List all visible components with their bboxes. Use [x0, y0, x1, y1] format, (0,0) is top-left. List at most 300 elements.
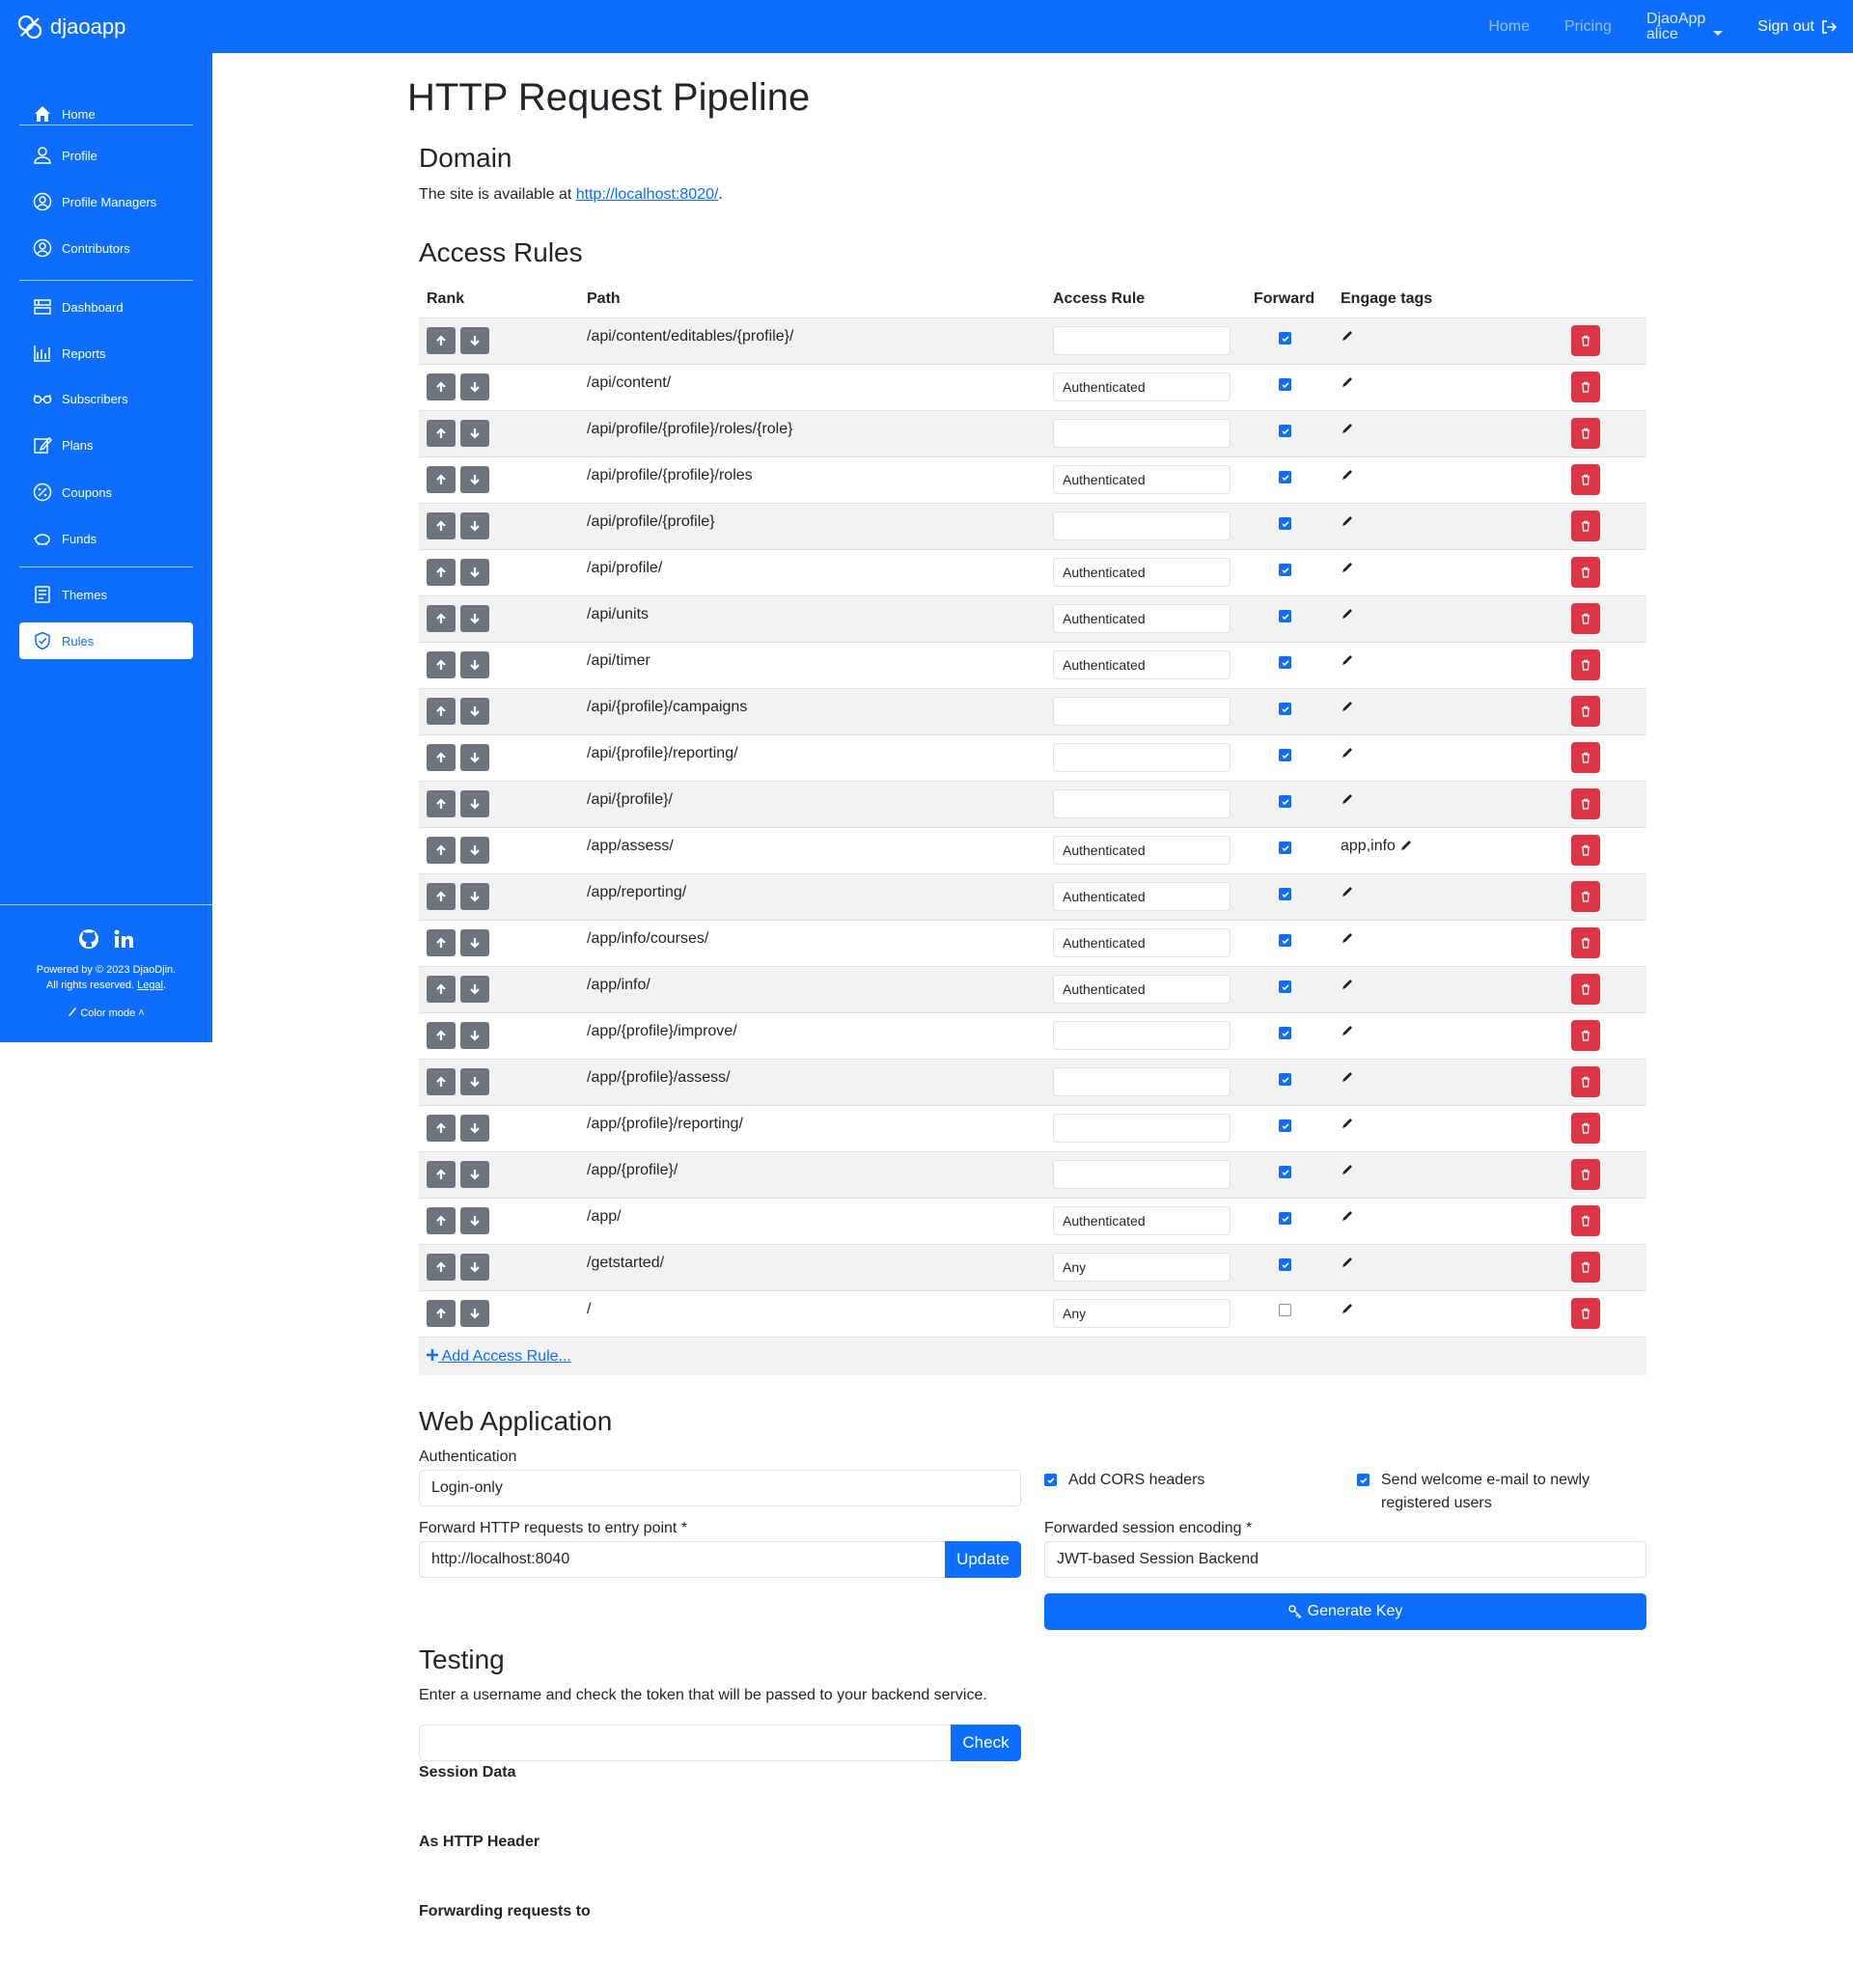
arrow-up-icon: [434, 519, 448, 533]
column-header-engage-tags: Engage tags: [1333, 281, 1550, 318]
rank-cell: [419, 1105, 579, 1151]
access-rule-cell: [1045, 595, 1246, 642]
sidebar-item-label: Subscribers: [62, 391, 128, 406]
pencil-icon[interactable]: [1341, 1256, 1354, 1269]
rank-cell: [419, 734, 579, 781]
forward-cell: [1246, 966, 1333, 1012]
cors-headers-label: Add CORS headers: [1068, 1472, 1205, 1488]
update-button[interactable]: Update: [945, 1541, 1021, 1578]
arrow-up-icon: [434, 1075, 448, 1089]
arrow-up-icon: [434, 334, 448, 347]
pencil-icon[interactable]: [1341, 1209, 1354, 1223]
arrow-down-icon: [468, 936, 482, 950]
arrow-up-icon: [434, 751, 448, 764]
access-rule-select[interactable]: Authenticated: [1053, 373, 1231, 401]
forward-checkbox[interactable]: [1279, 1304, 1291, 1316]
engage-tags-cell: [1333, 364, 1550, 410]
pencil-icon[interactable]: [1341, 422, 1354, 435]
move-down-button[interactable]: [460, 790, 489, 817]
pencil-icon[interactable]: [1341, 792, 1354, 806]
glasses-icon: [33, 389, 52, 408]
forward-checkbox[interactable]: [1279, 1119, 1291, 1132]
arrow-down-icon: [468, 1168, 482, 1181]
access-rule-select[interactable]: [1053, 326, 1231, 355]
color-mode-toggle[interactable]: [0, 1007, 212, 1019]
person-icon: [33, 146, 52, 165]
pencil-icon[interactable]: [1341, 885, 1354, 898]
trash-icon: [1580, 659, 1591, 671]
engage-tags-cell: [1333, 642, 1550, 688]
forward-checkbox[interactable]: [1279, 1073, 1291, 1086]
actions-cell: [1550, 1012, 1646, 1059]
entry-point-input[interactable]: http://localhost:8040: [419, 1541, 946, 1578]
authentication-select[interactable]: Login-only: [419, 1470, 1021, 1506]
pencil-icon[interactable]: [1341, 1024, 1354, 1037]
access-rule-select[interactable]: Authenticated: [1053, 604, 1231, 633]
engage-tags-cell: [1333, 318, 1550, 364]
access-rule-select[interactable]: [1053, 1067, 1231, 1096]
path-cell: /app/info/courses/: [579, 920, 1045, 966]
column-header-access-rule: Access Rule: [1045, 281, 1246, 318]
key-icon: [1288, 1605, 1302, 1618]
access-rule-select[interactable]: [1053, 1114, 1231, 1143]
sidebar-item-profile-managers[interactable]: [19, 183, 193, 220]
path-cell: /api/{profile}/campaigns: [579, 688, 1045, 734]
sidebar-item-subscribers[interactable]: [19, 380, 193, 417]
access-rule-select[interactable]: [1053, 1021, 1231, 1050]
move-down-button[interactable]: [460, 512, 489, 539]
arrow-up-icon: [434, 658, 448, 672]
access-rule-select[interactable]: Any: [1053, 1299, 1231, 1328]
move-up-button[interactable]: [427, 1022, 456, 1049]
forward-checkbox[interactable]: [1279, 749, 1291, 761]
test-username-input[interactable]: [419, 1725, 952, 1761]
delete-rule-button[interactable]: [1571, 1113, 1600, 1144]
move-down-button[interactable]: [460, 1068, 489, 1095]
forward-checkbox[interactable]: [1279, 888, 1291, 900]
sidebar-item-contributors[interactable]: [19, 230, 193, 266]
delete-rule-button[interactable]: [1571, 325, 1600, 356]
delete-rule-button[interactable]: [1571, 1020, 1600, 1051]
nav-home-link[interactable]: Home: [1488, 17, 1530, 35]
delete-rule-button[interactable]: [1571, 835, 1600, 866]
delete-rule-button[interactable]: [1571, 464, 1600, 495]
access-rule-select[interactable]: Authenticated: [1053, 928, 1231, 957]
move-down-button[interactable]: [460, 559, 489, 586]
path-cell: /app/{profile}/improve/: [579, 1012, 1045, 1059]
engage-tags-cell: [1333, 920, 1550, 966]
engage-tags-cell: [1333, 1244, 1550, 1290]
rank-cell: [419, 1244, 579, 1290]
sidebar-item-plans[interactable]: [19, 427, 193, 463]
sidebar-item-funds[interactable]: [19, 520, 193, 557]
move-up-button[interactable]: [427, 1068, 456, 1095]
domain-link[interactable]: http://localhost:8020/: [575, 186, 719, 203]
sidebar-item-rules[interactable]: [19, 622, 193, 659]
access-rule-select[interactable]: Authenticated: [1053, 1206, 1231, 1235]
delete-rule-button[interactable]: [1571, 418, 1600, 449]
forward-checkbox[interactable]: [1279, 1027, 1291, 1039]
cors-headers-checkbox[interactable]: [1044, 1474, 1057, 1486]
move-down-button[interactable]: [460, 420, 489, 447]
move-up-button[interactable]: [427, 559, 456, 586]
move-up-button[interactable]: [427, 744, 456, 771]
pencil-icon[interactable]: [1341, 1117, 1354, 1130]
path-cell: /api/{profile}/: [579, 781, 1045, 827]
welcome-email-checkbox[interactable]: [1357, 1474, 1369, 1486]
path-cell: /api/{profile}/reporting/: [579, 734, 1045, 781]
domain-text-suffix: .: [718, 186, 723, 203]
move-down-button[interactable]: [460, 929, 489, 956]
sidebar-item-label: Reports: [62, 345, 106, 361]
nav-pricing-link[interactable]: Pricing: [1564, 17, 1612, 35]
generate-key-button[interactable]: [1044, 1593, 1646, 1630]
pencil-icon[interactable]: [1341, 1163, 1354, 1176]
signout-link[interactable]: [1757, 18, 1838, 36]
rank-cell: [419, 549, 579, 595]
arrow-down-icon: [468, 612, 482, 625]
forward-checkbox[interactable]: [1279, 703, 1291, 715]
arrow-down-icon: [468, 427, 482, 440]
sidebar-divider: [19, 566, 193, 567]
access-rule-select[interactable]: [1053, 743, 1231, 772]
delete-rule-button[interactable]: [1571, 1252, 1600, 1283]
delete-rule-button[interactable]: [1571, 1159, 1600, 1190]
engage-tags-cell: [1333, 1198, 1550, 1244]
column-header-rank: Rank: [419, 281, 579, 318]
move-up-button[interactable]: [427, 929, 456, 956]
pencil-icon[interactable]: [1341, 1070, 1354, 1084]
pencil-icon[interactable]: [1341, 746, 1354, 759]
access-rule-select[interactable]: [1053, 789, 1231, 818]
access-rule-select[interactable]: [1053, 697, 1231, 726]
pencil-icon[interactable]: [1341, 561, 1354, 574]
rank-cell: [419, 318, 579, 364]
forward-checkbox[interactable]: [1279, 842, 1291, 854]
access-rules-table: [419, 281, 1646, 1337]
move-up-button[interactable]: [427, 976, 456, 1003]
arrow-up-icon: [434, 843, 448, 857]
pencil-icon[interactable]: [1341, 978, 1354, 991]
trash-icon: [1580, 1076, 1591, 1088]
themes-icon: [33, 585, 52, 604]
sidebar-item-reports[interactable]: [19, 335, 193, 372]
rank-cell: [419, 503, 579, 549]
arrow-down-icon: [468, 519, 482, 533]
rank-cell: [419, 1290, 579, 1337]
sidebar-item-themes[interactable]: [19, 576, 193, 613]
move-down-button[interactable]: [460, 651, 489, 678]
arrow-down-icon: [468, 1260, 482, 1274]
table-row: [419, 734, 1646, 781]
access-rule-cell: [1045, 1290, 1246, 1337]
move-down-button[interactable]: [460, 1161, 489, 1188]
forward-cell: [1246, 1198, 1333, 1244]
engage-tags-cell: [1333, 1151, 1550, 1198]
actions-cell: [1550, 920, 1646, 966]
forward-checkbox[interactable]: [1279, 517, 1291, 530]
rank-cell: [419, 873, 579, 920]
rank-cell: [419, 920, 579, 966]
delete-rule-button[interactable]: [1571, 742, 1600, 773]
forward-checkbox[interactable]: [1279, 564, 1291, 576]
delete-rule-button[interactable]: [1571, 881, 1600, 912]
move-up-button[interactable]: [427, 651, 456, 678]
delete-rule-button[interactable]: [1571, 1298, 1600, 1329]
path-cell: /api/profile/: [579, 549, 1045, 595]
trash-icon: [1580, 381, 1591, 393]
actions-cell: [1550, 781, 1646, 827]
sidebar-item-label: Profile Managers: [62, 194, 157, 209]
pencil-icon[interactable]: [1341, 514, 1354, 528]
sidebar-item-dashboard[interactable]: [19, 289, 193, 325]
rank-cell: [419, 1012, 579, 1059]
delete-rule-button[interactable]: [1571, 511, 1600, 541]
path-cell: /api/content/: [579, 364, 1045, 410]
access-rule-select[interactable]: [1053, 1160, 1231, 1189]
access-rule-select[interactable]: [1053, 511, 1231, 540]
move-up-button[interactable]: [427, 883, 456, 910]
trash-icon: [1580, 1308, 1591, 1319]
delete-rule-button[interactable]: [1571, 696, 1600, 727]
arrow-up-icon: [434, 566, 448, 579]
welcome-email-option: [1357, 1469, 1646, 1515]
delete-rule-button[interactable]: [1571, 974, 1600, 1005]
move-down-button[interactable]: [460, 1300, 489, 1327]
forward-cell: [1246, 410, 1333, 456]
pencil-icon[interactable]: [1341, 329, 1354, 343]
forward-checkbox[interactable]: [1279, 1258, 1291, 1271]
forward-checkbox[interactable]: [1279, 795, 1291, 808]
delete-rule-button[interactable]: [1571, 372, 1600, 402]
dashboard-icon: [33, 297, 52, 317]
forward-checkbox[interactable]: [1279, 610, 1291, 622]
arrow-down-icon: [468, 843, 482, 857]
engage-tags-cell: [1333, 595, 1550, 642]
footer-copyright: [0, 962, 212, 993]
move-down-button[interactable]: [460, 837, 489, 864]
move-up-button[interactable]: [427, 698, 456, 725]
table-row: [419, 642, 1646, 688]
move-down-button[interactable]: [460, 744, 489, 771]
forward-checkbox[interactable]: [1279, 980, 1291, 993]
sidebar-item-profile[interactable]: [19, 137, 193, 174]
move-up-button[interactable]: [427, 327, 456, 354]
path-cell: /: [579, 1290, 1045, 1337]
user-menu[interactable]: [1646, 12, 1723, 42]
pencil-icon[interactable]: [1341, 931, 1354, 945]
engage-tags-cell: [1333, 688, 1550, 734]
rank-cell: [419, 781, 579, 827]
table-header-row: [419, 281, 1646, 318]
edit-icon: [33, 435, 52, 455]
access-rule-cell: [1045, 318, 1246, 364]
access-rule-select[interactable]: Any: [1053, 1253, 1231, 1282]
forward-cell: [1246, 1105, 1333, 1151]
trash-icon: [1580, 983, 1591, 995]
access-rule-select[interactable]: Authenticated: [1053, 558, 1231, 587]
sidebar: [0, 53, 212, 1042]
forward-checkbox[interactable]: [1279, 332, 1291, 345]
pencil-icon[interactable]: [1341, 653, 1354, 667]
arrow-up-icon: [434, 797, 448, 811]
forward-checkbox[interactable]: [1279, 1212, 1291, 1225]
trash-icon: [1580, 474, 1591, 485]
trash-icon: [1580, 566, 1591, 578]
access-rule-select[interactable]: Authenticated: [1053, 465, 1231, 494]
sidebar-item-coupons[interactable]: [19, 474, 193, 511]
access-rule-select[interactable]: [1053, 419, 1231, 448]
actions-cell: [1550, 642, 1646, 688]
forward-checkbox[interactable]: [1279, 425, 1291, 437]
forward-checkbox[interactable]: [1279, 378, 1291, 391]
engage-tags-cell: [1333, 1012, 1550, 1059]
forward-checkbox[interactable]: [1279, 1166, 1291, 1178]
footer-powered: Powered by © 2023 DjaoDjin.: [36, 964, 177, 976]
brand-logo[interactable]: [15, 13, 125, 41]
rank-cell: [419, 688, 579, 734]
pencil-icon[interactable]: [1341, 607, 1354, 621]
domain-heading: Domain: [419, 143, 512, 173]
move-down-button[interactable]: [460, 1022, 489, 1049]
add-access-rule-row: [419, 1337, 1646, 1375]
trash-icon: [1580, 1030, 1591, 1041]
authentication-label: Authentication: [419, 1449, 517, 1465]
forward-cell: [1246, 503, 1333, 549]
move-up-button[interactable]: [427, 1207, 456, 1234]
arrow-down-icon: [468, 890, 482, 903]
delete-rule-button[interactable]: [1571, 1205, 1600, 1236]
footer-rights: All rights reserved.: [45, 980, 135, 991]
pencil-icon[interactable]: [1341, 375, 1354, 389]
table-row: [419, 410, 1646, 456]
move-down-button[interactable]: [460, 698, 489, 725]
trash-icon: [1580, 1261, 1591, 1273]
actions-cell: [1550, 595, 1646, 642]
sidebar-divider: [19, 124, 193, 125]
actions-cell: [1550, 1198, 1646, 1244]
sidebar-item-label: Profile: [62, 148, 97, 163]
move-up-button[interactable]: [427, 1300, 456, 1327]
arrow-down-icon: [468, 1029, 482, 1042]
forward-checkbox[interactable]: [1279, 934, 1291, 947]
delete-rule-button[interactable]: [1571, 557, 1600, 588]
trash-icon: [1580, 752, 1591, 763]
access-rule-select[interactable]: Authenticated: [1053, 836, 1231, 865]
move-down-button[interactable]: [460, 373, 489, 400]
access-rule-select[interactable]: Authenticated: [1053, 975, 1231, 1004]
forward-checkbox[interactable]: [1279, 656, 1291, 669]
column-header-forward: Forward: [1246, 281, 1333, 318]
table-row: [419, 1012, 1646, 1059]
table-row: [419, 595, 1646, 642]
access-rule-select[interactable]: Authenticated: [1053, 882, 1231, 911]
rank-cell: [419, 1059, 579, 1105]
access-rule-cell: [1045, 410, 1246, 456]
access-rule-cell: [1045, 364, 1246, 410]
move-up-button[interactable]: [427, 790, 456, 817]
arrow-down-icon: [468, 751, 482, 764]
access-rule-cell: [1045, 1059, 1246, 1105]
pencil-icon[interactable]: [1399, 839, 1413, 852]
sidebar-item-label: Home: [62, 106, 96, 122]
path-cell: /app/{profile}/assess/: [579, 1059, 1045, 1105]
entry-point-label: Forward HTTP requests to entry point *: [419, 1520, 688, 1536]
access-rule-select[interactable]: Authenticated: [1053, 650, 1231, 679]
forward-checkbox[interactable]: [1279, 471, 1291, 483]
path-cell: /app/{profile}/: [579, 1151, 1045, 1198]
actions-cell: [1550, 364, 1646, 410]
pencil-icon[interactable]: [1341, 468, 1354, 482]
move-down-button[interactable]: [460, 1254, 489, 1281]
box-arrow-right-icon: [1820, 18, 1838, 36]
path-cell: /getstarted/: [579, 1244, 1045, 1290]
sidebar-item-home[interactable]: [19, 96, 193, 132]
move-down-button[interactable]: [460, 327, 489, 354]
move-up-button[interactable]: [427, 837, 456, 864]
brush-icon: [68, 1007, 77, 1016]
session-encoding-select[interactable]: JWT-based Session Backend: [1044, 1541, 1646, 1578]
delete-rule-button[interactable]: [1571, 603, 1600, 634]
forward-cell: [1246, 318, 1333, 364]
arrow-up-icon: [434, 1029, 448, 1042]
arrow-up-icon: [434, 1260, 448, 1274]
delete-rule-button[interactable]: [1571, 927, 1600, 958]
move-up-button[interactable]: [427, 420, 456, 447]
move-down-button[interactable]: [460, 1207, 489, 1234]
move-up-button[interactable]: [427, 1254, 456, 1281]
move-down-button[interactable]: [460, 605, 489, 632]
rank-cell: [419, 595, 579, 642]
github-icon[interactable]: [78, 928, 99, 950]
legal-link[interactable]: Legal: [137, 980, 163, 991]
move-down-button[interactable]: [460, 466, 489, 493]
http-header-label: As HTTP Header: [419, 1834, 540, 1850]
move-up-button[interactable]: [427, 1115, 456, 1142]
welcome-email-label: Send welcome e-mail to newly registered users: [1381, 1472, 1590, 1511]
move-up-button[interactable]: [427, 605, 456, 632]
move-up-button[interactable]: [427, 1161, 456, 1188]
move-down-button[interactable]: [460, 1115, 489, 1142]
add-access-rule-link[interactable]: [427, 1348, 571, 1366]
move-down-button[interactable]: [460, 976, 489, 1003]
delete-rule-button[interactable]: [1571, 649, 1600, 680]
sidebar-item-label: Dashboard: [62, 299, 124, 315]
percent-icon: [33, 483, 52, 502]
move-up-button[interactable]: [427, 466, 456, 493]
domain-text: [419, 186, 723, 204]
move-down-button[interactable]: [460, 883, 489, 910]
access-rule-cell: [1045, 966, 1246, 1012]
linkedin-icon[interactable]: [113, 928, 134, 950]
move-up-button[interactable]: [427, 373, 456, 400]
arrow-down-icon: [468, 380, 482, 394]
delete-rule-button[interactable]: [1571, 1066, 1600, 1097]
delete-rule-button[interactable]: [1571, 788, 1600, 819]
trash-icon: [1580, 798, 1591, 810]
move-up-button[interactable]: [427, 512, 456, 539]
pencil-icon[interactable]: [1341, 1302, 1354, 1315]
trash-icon: [1580, 1169, 1591, 1180]
path-cell: /api/timer: [579, 642, 1045, 688]
social-links: [0, 928, 212, 950]
check-button[interactable]: Check: [951, 1725, 1021, 1761]
forward-cell: [1246, 688, 1333, 734]
rank-cell: [419, 456, 579, 503]
caret-up-icon: ˄: [138, 1008, 145, 1019]
pencil-icon[interactable]: [1341, 700, 1354, 713]
arrow-down-icon: [468, 1121, 482, 1135]
